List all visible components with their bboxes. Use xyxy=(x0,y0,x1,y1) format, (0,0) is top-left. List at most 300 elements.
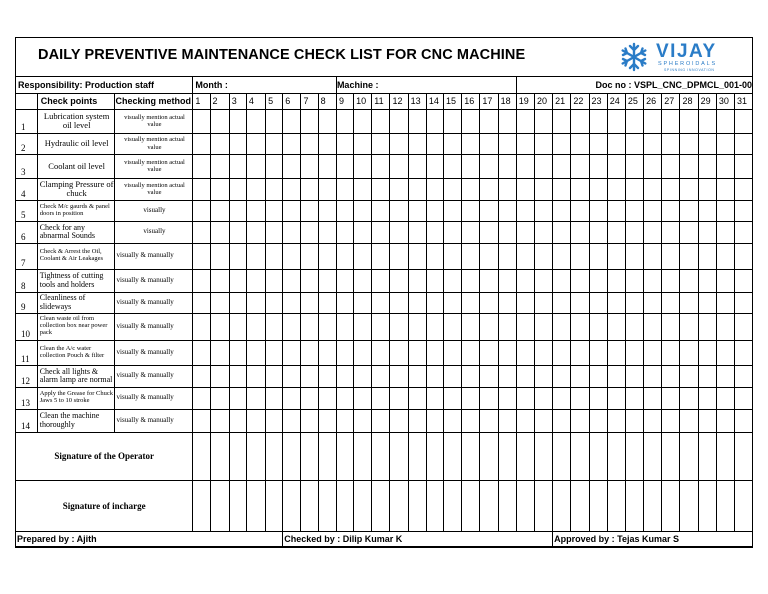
day-check-cell[interactable] xyxy=(462,313,480,340)
operator-signature-cell[interactable] xyxy=(698,432,716,480)
day-check-cell[interactable] xyxy=(534,292,552,313)
day-check-cell[interactable] xyxy=(246,178,265,200)
day-check-cell[interactable] xyxy=(534,387,552,409)
operator-signature-cell[interactable] xyxy=(498,432,516,480)
day-check-cell[interactable] xyxy=(426,313,443,340)
day-check-cell[interactable] xyxy=(444,154,462,178)
day-check-cell[interactable] xyxy=(426,221,443,243)
day-check-cell[interactable] xyxy=(625,154,643,178)
day-check-cell[interactable] xyxy=(516,269,534,292)
operator-signature-cell[interactable] xyxy=(318,432,336,480)
incharge-signature-cell[interactable] xyxy=(589,480,607,531)
day-check-cell[interactable] xyxy=(571,365,589,387)
day-check-cell[interactable] xyxy=(210,200,229,221)
day-check-cell[interactable] xyxy=(607,387,625,409)
day-check-cell[interactable] xyxy=(193,365,210,387)
incharge-signature-cell[interactable] xyxy=(210,480,229,531)
day-check-cell[interactable] xyxy=(735,200,752,221)
day-check-cell[interactable] xyxy=(283,200,301,221)
incharge-signature-cell[interactable] xyxy=(390,480,408,531)
day-check-cell[interactable] xyxy=(498,292,516,313)
day-check-cell[interactable] xyxy=(318,109,336,133)
day-check-cell[interactable] xyxy=(390,109,408,133)
day-check-cell[interactable] xyxy=(589,409,607,432)
day-check-cell[interactable] xyxy=(534,178,552,200)
day-check-cell[interactable] xyxy=(462,387,480,409)
day-check-cell[interactable] xyxy=(444,387,462,409)
day-check-cell[interactable] xyxy=(372,243,390,269)
day-check-cell[interactable] xyxy=(210,365,229,387)
day-check-cell[interactable] xyxy=(516,365,534,387)
day-check-cell[interactable] xyxy=(426,269,443,292)
day-check-cell[interactable] xyxy=(589,243,607,269)
incharge-signature-cell[interactable] xyxy=(516,480,534,531)
operator-signature-cell[interactable] xyxy=(408,432,426,480)
day-check-cell[interactable] xyxy=(644,221,662,243)
day-check-cell[interactable] xyxy=(735,269,752,292)
incharge-signature-cell[interactable] xyxy=(354,480,372,531)
day-check-cell[interactable] xyxy=(301,365,318,387)
day-check-cell[interactable] xyxy=(498,313,516,340)
day-check-cell[interactable] xyxy=(534,313,552,340)
day-check-cell[interactable] xyxy=(534,243,552,269)
day-check-cell[interactable] xyxy=(644,340,662,365)
day-check-cell[interactable] xyxy=(408,133,426,154)
operator-signature-cell[interactable] xyxy=(680,432,698,480)
day-check-cell[interactable] xyxy=(229,154,246,178)
day-check-cell[interactable] xyxy=(571,178,589,200)
day-check-cell[interactable] xyxy=(662,109,680,133)
day-check-cell[interactable] xyxy=(229,292,246,313)
day-check-cell[interactable] xyxy=(246,133,265,154)
day-check-cell[interactable] xyxy=(318,313,336,340)
day-check-cell[interactable] xyxy=(498,387,516,409)
day-check-cell[interactable] xyxy=(372,365,390,387)
day-check-cell[interactable] xyxy=(408,409,426,432)
day-check-cell[interactable] xyxy=(571,409,589,432)
incharge-signature-cell[interactable] xyxy=(625,480,643,531)
day-check-cell[interactable] xyxy=(444,109,462,133)
day-check-cell[interactable] xyxy=(553,292,571,313)
operator-signature-cell[interactable] xyxy=(229,432,246,480)
day-check-cell[interactable] xyxy=(318,154,336,178)
day-check-cell[interactable] xyxy=(662,340,680,365)
day-check-cell[interactable] xyxy=(534,340,552,365)
day-check-cell[interactable] xyxy=(480,387,498,409)
operator-signature-cell[interactable] xyxy=(266,432,283,480)
day-check-cell[interactable] xyxy=(336,292,353,313)
day-check-cell[interactable] xyxy=(283,178,301,200)
day-check-cell[interactable] xyxy=(336,109,353,133)
day-check-cell[interactable] xyxy=(480,221,498,243)
day-check-cell[interactable] xyxy=(644,109,662,133)
day-check-cell[interactable] xyxy=(229,269,246,292)
day-check-cell[interactable] xyxy=(571,313,589,340)
day-check-cell[interactable] xyxy=(644,178,662,200)
day-check-cell[interactable] xyxy=(246,221,265,243)
day-check-cell[interactable] xyxy=(246,387,265,409)
day-check-cell[interactable] xyxy=(571,340,589,365)
day-check-cell[interactable] xyxy=(498,409,516,432)
day-check-cell[interactable] xyxy=(607,292,625,313)
day-check-cell[interactable] xyxy=(498,243,516,269)
day-check-cell[interactable] xyxy=(283,340,301,365)
day-check-cell[interactable] xyxy=(318,178,336,200)
day-check-cell[interactable] xyxy=(553,178,571,200)
day-check-cell[interactable] xyxy=(698,243,716,269)
day-check-cell[interactable] xyxy=(444,221,462,243)
day-check-cell[interactable] xyxy=(462,292,480,313)
day-check-cell[interactable] xyxy=(644,365,662,387)
operator-signature-cell[interactable] xyxy=(283,432,301,480)
day-check-cell[interactable] xyxy=(266,200,283,221)
incharge-signature-cell[interactable] xyxy=(372,480,390,531)
day-check-cell[interactable] xyxy=(301,109,318,133)
day-check-cell[interactable] xyxy=(735,292,752,313)
day-check-cell[interactable] xyxy=(336,154,353,178)
day-check-cell[interactable] xyxy=(698,269,716,292)
day-check-cell[interactable] xyxy=(480,154,498,178)
incharge-signature-cell[interactable] xyxy=(318,480,336,531)
incharge-signature-cell[interactable] xyxy=(662,480,680,531)
day-check-cell[interactable] xyxy=(301,292,318,313)
day-check-cell[interactable] xyxy=(680,133,698,154)
day-check-cell[interactable] xyxy=(283,387,301,409)
day-check-cell[interactable] xyxy=(229,313,246,340)
day-check-cell[interactable] xyxy=(372,200,390,221)
day-check-cell[interactable] xyxy=(426,133,443,154)
day-check-cell[interactable] xyxy=(354,340,372,365)
incharge-signature-cell[interactable] xyxy=(498,480,516,531)
incharge-signature-cell[interactable] xyxy=(266,480,283,531)
operator-signature-cell[interactable] xyxy=(662,432,680,480)
day-check-cell[interactable] xyxy=(210,243,229,269)
day-check-cell[interactable] xyxy=(210,221,229,243)
day-check-cell[interactable] xyxy=(462,221,480,243)
day-check-cell[interactable] xyxy=(246,292,265,313)
day-check-cell[interactable] xyxy=(680,409,698,432)
day-check-cell[interactable] xyxy=(553,365,571,387)
day-check-cell[interactable] xyxy=(607,109,625,133)
day-check-cell[interactable] xyxy=(516,387,534,409)
day-check-cell[interactable] xyxy=(266,313,283,340)
day-check-cell[interactable] xyxy=(716,133,734,154)
day-check-cell[interactable] xyxy=(229,221,246,243)
day-check-cell[interactable] xyxy=(354,365,372,387)
day-check-cell[interactable] xyxy=(444,269,462,292)
day-check-cell[interactable] xyxy=(246,409,265,432)
day-check-cell[interactable] xyxy=(266,178,283,200)
day-check-cell[interactable] xyxy=(662,387,680,409)
day-check-cell[interactable] xyxy=(553,221,571,243)
operator-signature-cell[interactable] xyxy=(426,432,443,480)
day-check-cell[interactable] xyxy=(553,109,571,133)
day-check-cell[interactable] xyxy=(480,109,498,133)
incharge-signature-cell[interactable] xyxy=(193,480,210,531)
machine-field[interactable]: Machine : xyxy=(336,77,516,93)
day-check-cell[interactable] xyxy=(390,200,408,221)
day-check-cell[interactable] xyxy=(372,109,390,133)
day-check-cell[interactable] xyxy=(680,340,698,365)
incharge-signature-cell[interactable] xyxy=(246,480,265,531)
operator-signature-cell[interactable] xyxy=(644,432,662,480)
day-check-cell[interactable] xyxy=(336,340,353,365)
day-check-cell[interactable] xyxy=(354,313,372,340)
day-check-cell[interactable] xyxy=(735,387,752,409)
day-check-cell[interactable] xyxy=(372,387,390,409)
day-check-cell[interactable] xyxy=(644,243,662,269)
day-check-cell[interactable] xyxy=(662,154,680,178)
day-check-cell[interactable] xyxy=(283,365,301,387)
day-check-cell[interactable] xyxy=(390,387,408,409)
day-check-cell[interactable] xyxy=(607,340,625,365)
day-check-cell[interactable] xyxy=(534,269,552,292)
day-check-cell[interactable] xyxy=(336,133,353,154)
day-check-cell[interactable] xyxy=(210,178,229,200)
day-check-cell[interactable] xyxy=(193,109,210,133)
day-check-cell[interactable] xyxy=(246,269,265,292)
day-check-cell[interactable] xyxy=(589,178,607,200)
day-check-cell[interactable] xyxy=(480,340,498,365)
day-check-cell[interactable] xyxy=(318,200,336,221)
day-check-cell[interactable] xyxy=(193,313,210,340)
day-check-cell[interactable] xyxy=(318,292,336,313)
day-check-cell[interactable] xyxy=(462,365,480,387)
day-check-cell[interactable] xyxy=(716,292,734,313)
day-check-cell[interactable] xyxy=(266,133,283,154)
day-check-cell[interactable] xyxy=(625,133,643,154)
day-check-cell[interactable] xyxy=(193,221,210,243)
day-check-cell[interactable] xyxy=(210,154,229,178)
day-check-cell[interactable] xyxy=(680,154,698,178)
day-check-cell[interactable] xyxy=(607,178,625,200)
day-check-cell[interactable] xyxy=(444,365,462,387)
day-check-cell[interactable] xyxy=(426,178,443,200)
day-check-cell[interactable] xyxy=(625,313,643,340)
day-check-cell[interactable] xyxy=(716,387,734,409)
day-check-cell[interactable] xyxy=(462,269,480,292)
day-check-cell[interactable] xyxy=(534,154,552,178)
day-check-cell[interactable] xyxy=(607,269,625,292)
day-check-cell[interactable] xyxy=(534,133,552,154)
day-check-cell[interactable] xyxy=(301,133,318,154)
day-check-cell[interactable] xyxy=(516,292,534,313)
day-check-cell[interactable] xyxy=(266,243,283,269)
day-check-cell[interactable] xyxy=(480,365,498,387)
operator-signature-cell[interactable] xyxy=(246,432,265,480)
day-check-cell[interactable] xyxy=(480,409,498,432)
day-check-cell[interactable] xyxy=(553,154,571,178)
day-check-cell[interactable] xyxy=(210,133,229,154)
operator-signature-cell[interactable] xyxy=(390,432,408,480)
day-check-cell[interactable] xyxy=(229,340,246,365)
day-check-cell[interactable] xyxy=(516,154,534,178)
day-check-cell[interactable] xyxy=(193,243,210,269)
day-check-cell[interactable] xyxy=(516,340,534,365)
day-check-cell[interactable] xyxy=(354,409,372,432)
day-check-cell[interactable] xyxy=(589,387,607,409)
incharge-signature-cell[interactable] xyxy=(444,480,462,531)
day-check-cell[interactable] xyxy=(426,154,443,178)
day-check-cell[interactable] xyxy=(408,154,426,178)
day-check-cell[interactable] xyxy=(480,269,498,292)
day-check-cell[interactable] xyxy=(301,340,318,365)
day-check-cell[interactable] xyxy=(229,387,246,409)
day-check-cell[interactable] xyxy=(716,269,734,292)
day-check-cell[interactable] xyxy=(680,292,698,313)
operator-signature-cell[interactable] xyxy=(372,432,390,480)
day-check-cell[interactable] xyxy=(698,178,716,200)
operator-signature-cell[interactable] xyxy=(354,432,372,480)
day-check-cell[interactable] xyxy=(301,409,318,432)
day-check-cell[interactable] xyxy=(193,409,210,432)
day-check-cell[interactable] xyxy=(571,387,589,409)
day-check-cell[interactable] xyxy=(589,269,607,292)
day-check-cell[interactable] xyxy=(372,269,390,292)
day-check-cell[interactable] xyxy=(193,340,210,365)
day-check-cell[interactable] xyxy=(210,269,229,292)
day-check-cell[interactable] xyxy=(336,409,353,432)
day-check-cell[interactable] xyxy=(462,154,480,178)
day-check-cell[interactable] xyxy=(426,109,443,133)
day-check-cell[interactable] xyxy=(589,221,607,243)
day-check-cell[interactable] xyxy=(372,221,390,243)
day-check-cell[interactable] xyxy=(283,243,301,269)
day-check-cell[interactable] xyxy=(354,243,372,269)
day-check-cell[interactable] xyxy=(193,178,210,200)
day-check-cell[interactable] xyxy=(354,269,372,292)
day-check-cell[interactable] xyxy=(662,178,680,200)
day-check-cell[interactable] xyxy=(680,221,698,243)
day-check-cell[interactable] xyxy=(408,221,426,243)
day-check-cell[interactable] xyxy=(735,178,752,200)
day-check-cell[interactable] xyxy=(210,409,229,432)
day-check-cell[interactable] xyxy=(644,387,662,409)
day-check-cell[interactable] xyxy=(246,313,265,340)
day-check-cell[interactable] xyxy=(318,133,336,154)
day-check-cell[interactable] xyxy=(716,109,734,133)
incharge-signature-cell[interactable] xyxy=(229,480,246,531)
incharge-signature-cell[interactable] xyxy=(680,480,698,531)
operator-signature-cell[interactable] xyxy=(210,432,229,480)
day-check-cell[interactable] xyxy=(444,133,462,154)
day-check-cell[interactable] xyxy=(266,292,283,313)
day-check-cell[interactable] xyxy=(516,221,534,243)
day-check-cell[interactable] xyxy=(480,292,498,313)
day-check-cell[interactable] xyxy=(644,313,662,340)
day-check-cell[interactable] xyxy=(193,133,210,154)
day-check-cell[interactable] xyxy=(607,133,625,154)
day-check-cell[interactable] xyxy=(716,178,734,200)
day-check-cell[interactable] xyxy=(426,365,443,387)
day-check-cell[interactable] xyxy=(408,109,426,133)
day-check-cell[interactable] xyxy=(625,387,643,409)
day-check-cell[interactable] xyxy=(426,340,443,365)
operator-signature-cell[interactable] xyxy=(607,432,625,480)
day-check-cell[interactable] xyxy=(625,109,643,133)
day-check-cell[interactable] xyxy=(193,154,210,178)
day-check-cell[interactable] xyxy=(336,178,353,200)
day-check-cell[interactable] xyxy=(390,243,408,269)
day-check-cell[interactable] xyxy=(516,409,534,432)
day-check-cell[interactable] xyxy=(390,154,408,178)
day-check-cell[interactable] xyxy=(354,200,372,221)
incharge-signature-cell[interactable] xyxy=(698,480,716,531)
day-check-cell[interactable] xyxy=(229,109,246,133)
day-check-cell[interactable] xyxy=(229,365,246,387)
day-check-cell[interactable] xyxy=(408,340,426,365)
day-check-cell[interactable] xyxy=(193,200,210,221)
day-check-cell[interactable] xyxy=(480,133,498,154)
day-check-cell[interactable] xyxy=(390,269,408,292)
day-check-cell[interactable] xyxy=(444,409,462,432)
day-check-cell[interactable] xyxy=(625,365,643,387)
day-check-cell[interactable] xyxy=(193,387,210,409)
day-check-cell[interactable] xyxy=(229,409,246,432)
day-check-cell[interactable] xyxy=(735,365,752,387)
day-check-cell[interactable] xyxy=(480,313,498,340)
operator-signature-cell[interactable] xyxy=(516,432,534,480)
day-check-cell[interactable] xyxy=(408,269,426,292)
day-check-cell[interactable] xyxy=(571,133,589,154)
day-check-cell[interactable] xyxy=(283,292,301,313)
day-check-cell[interactable] xyxy=(301,154,318,178)
day-check-cell[interactable] xyxy=(408,243,426,269)
day-check-cell[interactable] xyxy=(246,340,265,365)
day-check-cell[interactable] xyxy=(553,340,571,365)
day-check-cell[interactable] xyxy=(571,221,589,243)
day-check-cell[interactable] xyxy=(283,221,301,243)
day-check-cell[interactable] xyxy=(372,409,390,432)
day-check-cell[interactable] xyxy=(462,243,480,269)
day-check-cell[interactable] xyxy=(662,365,680,387)
day-check-cell[interactable] xyxy=(571,243,589,269)
day-check-cell[interactable] xyxy=(698,221,716,243)
day-check-cell[interactable] xyxy=(607,200,625,221)
day-check-cell[interactable] xyxy=(462,200,480,221)
day-check-cell[interactable] xyxy=(426,200,443,221)
day-check-cell[interactable] xyxy=(301,200,318,221)
day-check-cell[interactable] xyxy=(318,269,336,292)
day-check-cell[interactable] xyxy=(444,178,462,200)
day-check-cell[interactable] xyxy=(354,292,372,313)
day-check-cell[interactable] xyxy=(625,200,643,221)
day-check-cell[interactable] xyxy=(680,178,698,200)
day-check-cell[interactable] xyxy=(553,409,571,432)
day-check-cell[interactable] xyxy=(283,313,301,340)
day-check-cell[interactable] xyxy=(372,178,390,200)
day-check-cell[interactable] xyxy=(607,221,625,243)
day-check-cell[interactable] xyxy=(372,154,390,178)
operator-signature-cell[interactable] xyxy=(193,432,210,480)
day-check-cell[interactable] xyxy=(680,313,698,340)
day-check-cell[interactable] xyxy=(372,292,390,313)
day-check-cell[interactable] xyxy=(318,409,336,432)
day-check-cell[interactable] xyxy=(354,221,372,243)
day-check-cell[interactable] xyxy=(301,243,318,269)
day-check-cell[interactable] xyxy=(735,154,752,178)
operator-signature-cell[interactable] xyxy=(444,432,462,480)
day-check-cell[interactable] xyxy=(625,243,643,269)
day-check-cell[interactable] xyxy=(426,292,443,313)
day-check-cell[interactable] xyxy=(698,109,716,133)
day-check-cell[interactable] xyxy=(589,313,607,340)
day-check-cell[interactable] xyxy=(390,221,408,243)
day-check-cell[interactable] xyxy=(462,340,480,365)
day-check-cell[interactable] xyxy=(644,292,662,313)
day-check-cell[interactable] xyxy=(301,178,318,200)
day-check-cell[interactable] xyxy=(534,200,552,221)
